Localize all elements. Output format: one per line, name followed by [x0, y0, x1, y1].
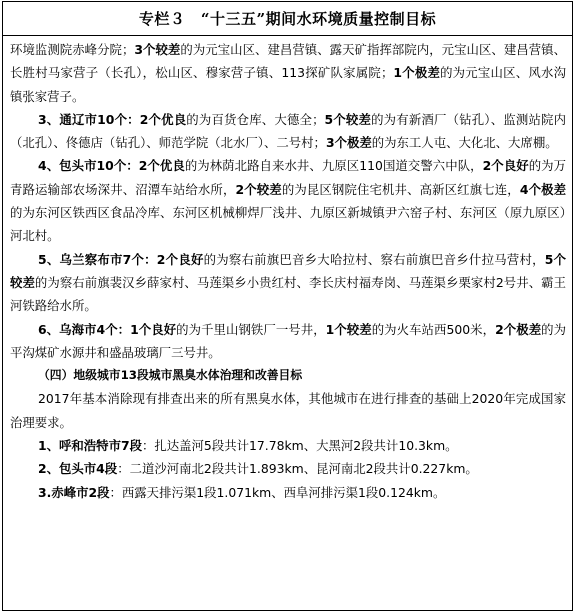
bold-text: 4个极差	[519, 181, 567, 197]
text-run: 的为百货仓库、大德全；	[186, 111, 325, 127]
bold-text: 4、包头市10个：2个优良	[38, 158, 185, 174]
text-run: 的为东河区铁西区食品冷库、东河区机械柳焊厂浅井、九原区新城镇尹六窑子村、东河区（原九原区）河北村。	[10, 205, 566, 244]
text-run: 的为千里山钢铁厂一号井，	[176, 321, 326, 337]
text-run: 的为元宝山区、风水沟镇张家营子。	[10, 65, 567, 104]
bold-text: 6、乌海市4个：1个良好	[38, 321, 177, 337]
bold-text: 5个较差	[324, 111, 372, 127]
bold-text: 3.赤峰市2段	[38, 484, 110, 500]
text-run: ：二道沙河南北2段共计1.893km、昆河南北2段共计0.227km。	[117, 461, 478, 477]
column-title: 专栏３ “十三五”期间水环境质量控制目标	[3, 2, 572, 36]
paragraph	[10, 387, 566, 434]
bold-text: 3个极差	[325, 135, 372, 151]
bold-text: 1、呼和浩特市7段	[38, 438, 142, 454]
bold-text: 1个极差	[393, 65, 441, 81]
paragraph	[10, 248, 566, 318]
bold-text: 1个较差	[325, 321, 372, 337]
paragraph	[10, 481, 566, 504]
bold-text: 2个良好	[482, 158, 529, 174]
paragraph	[10, 434, 566, 457]
paragraph	[10, 38, 566, 108]
text-run: 的为察右前旗巴音乡大哈拉村、察右前旗巴音乡什拉马营村，	[203, 251, 545, 267]
text-run: ：扎达盖河5段共计17.78km、大黑河2段共计10.3km。	[141, 438, 458, 454]
bold-text: 2个较差	[235, 181, 282, 197]
column-box	[2, 1, 573, 611]
paragraph	[10, 154, 566, 247]
bold-text: 3个较差	[134, 42, 181, 57]
text-run: 环境监测院赤峰分院；	[10, 42, 135, 57]
text-run: 的为万青路运输部农场深井、沼潭车站给水所，	[10, 158, 566, 197]
text-run: 的为林荫北路自来水井、九原区110国道交警六中队，	[184, 158, 483, 174]
bold-text: 2、包头市4段	[38, 461, 118, 477]
bold-text: （四）地级城市13段城市黑臭水体治理和改善目标	[38, 368, 303, 383]
text-run: 的为有新酒厂（钻孔）、监测站院内（北孔）、佟德店（钻孔）、师范学院（北水厂）、二号村；	[10, 111, 566, 151]
bold-text: 3、通辽市10个：2个优良	[38, 111, 187, 127]
text-run: 的为火车站西500米，	[371, 321, 496, 337]
bold-text: 2个极差	[495, 321, 542, 337]
text-run: ：西露天排污渠1段1.071km、西阜河排污渠1段0.124km。	[109, 484, 446, 500]
text-run: 的为昆区钢院住宅机井、高新区红旗七连，	[281, 181, 520, 197]
paragraph	[10, 108, 566, 155]
bold-text: 5、乌兰察布市7个：2个良好	[38, 251, 204, 267]
bold-text: 5个较差	[10, 251, 567, 290]
section-heading	[10, 364, 566, 387]
text-run: 2017年基本消除现有排查出来的所有黑臭水体，其他城市在进行排查的基础上2020年完成国家治理要求。	[10, 391, 566, 430]
text-run: 的为元宝山区、建昌营镇、露天矿指挥部院内，元宝山区、建昌营镇、长胜村马家营子（长孔），松山区、穆家营子镇、113探矿队家属院；	[10, 42, 567, 81]
paragraph	[10, 318, 566, 365]
column-content	[3, 36, 572, 504]
text-run: 的为察右前旗裴汉乡薛家村、马莲渠乡小贵红村、李长庆村福寿岗、马莲渠乡栗家村2号井、霸王河铁路给水所。	[10, 274, 566, 314]
paragraph	[10, 457, 566, 480]
text-run: 的为平沟煤矿水源井和盛晶玻璃厂三号井。	[10, 321, 567, 360]
text-run: 的为东工人屯、大化北、大席棚。	[371, 135, 558, 151]
